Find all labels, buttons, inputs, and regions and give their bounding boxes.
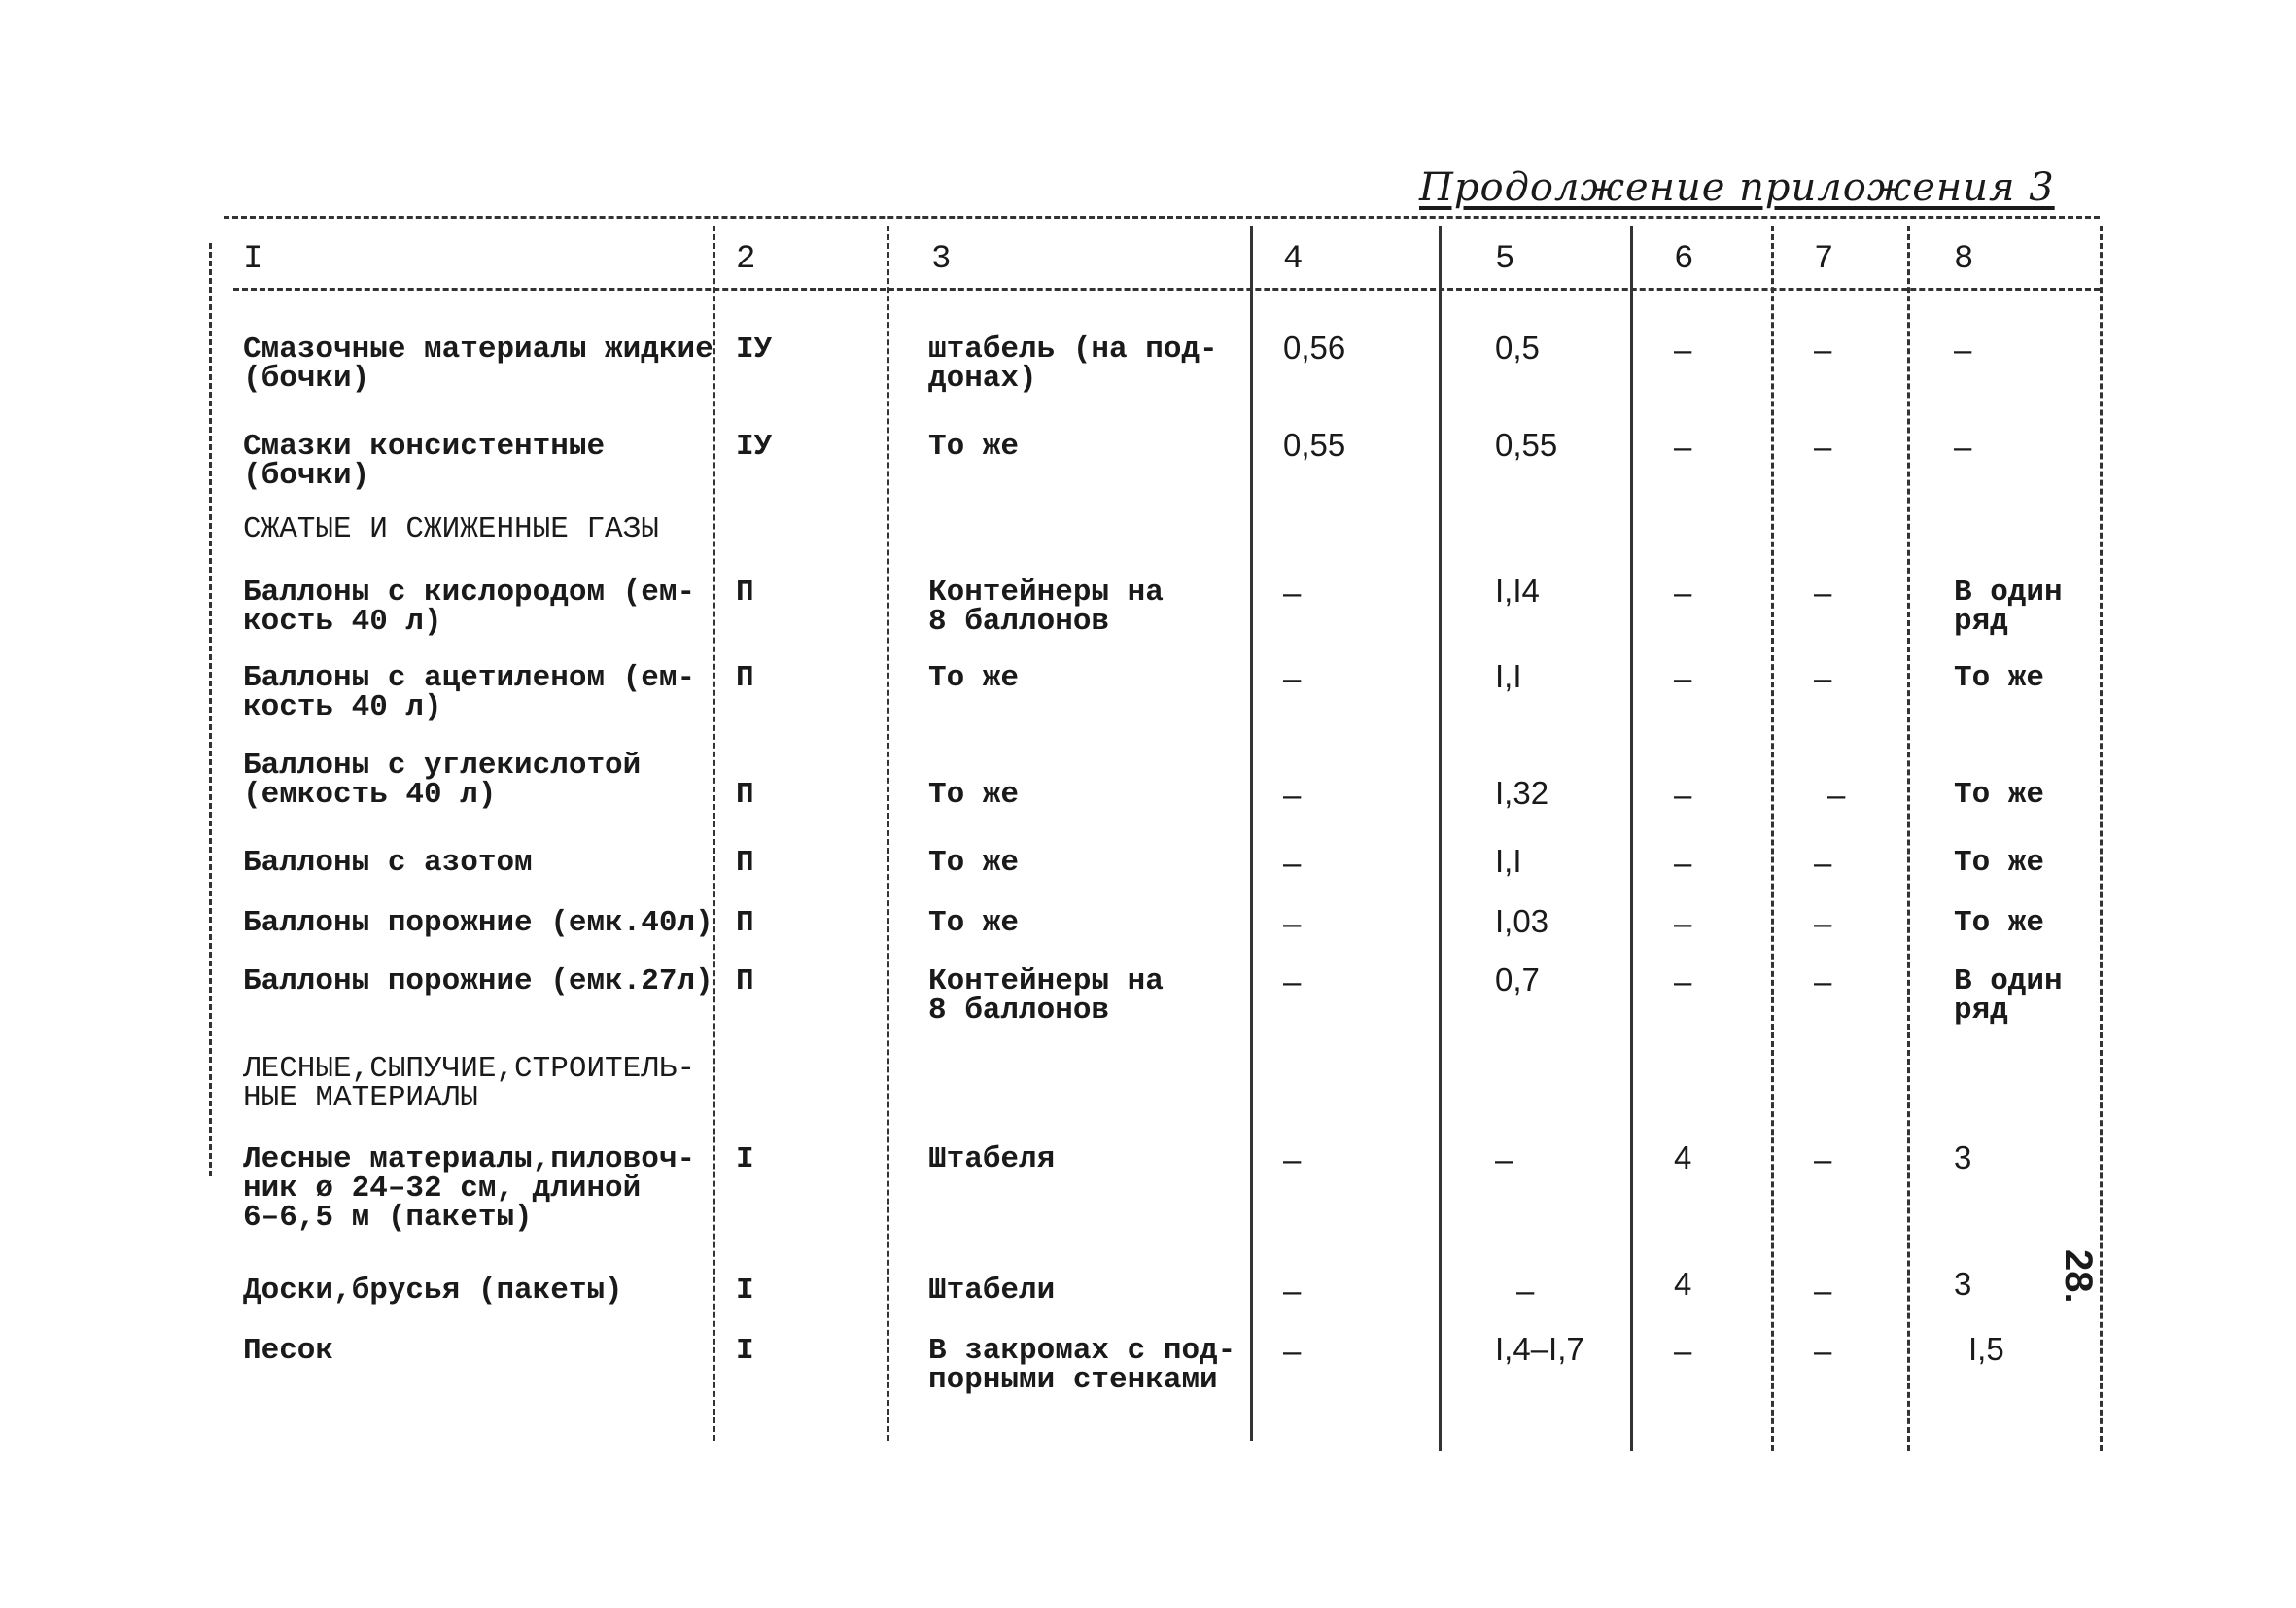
- header-col-5: 5: [1495, 241, 1515, 278]
- table-cell-class: П: [736, 906, 754, 940]
- header-col-8: 8: [1954, 241, 1974, 278]
- column-divider-4: [1250, 226, 1253, 1441]
- table-cell-col4: –: [1283, 1273, 1302, 1309]
- table-cell-col5: I,32: [1495, 775, 1549, 811]
- appendix-caption: Продолжение приложения 3: [1419, 165, 2055, 210]
- header-col-2: 2: [736, 241, 756, 278]
- column-divider-2: [713, 226, 715, 1441]
- column-divider-3: [887, 226, 889, 1441]
- table-cell-col5: I,03: [1495, 903, 1549, 939]
- column-divider-7: [1771, 226, 1774, 1451]
- column-divider-5: [1439, 226, 1442, 1451]
- table-cell-name: Баллоны с ацетиленом (ем- кость 40 л): [243, 661, 696, 724]
- header-col-1: I: [243, 241, 263, 278]
- table-cell-storage: То же: [928, 430, 1020, 464]
- table-cell-col8: То же: [1954, 778, 2045, 812]
- column-divider-6: [1630, 226, 1633, 1451]
- table-cell-storage: То же: [928, 661, 1020, 695]
- page-number: 28.: [2057, 1249, 2100, 1304]
- table-cell-col4: –: [1283, 963, 1302, 999]
- header-col-7: 7: [1814, 241, 1834, 278]
- table-cell-class: П: [736, 661, 754, 695]
- table-cell-col5: 0,7: [1495, 961, 1540, 997]
- table-cell-col8: –: [1954, 429, 1972, 465]
- table-cell-col6: –: [1674, 1333, 1692, 1369]
- table-cell-storage: Штабели: [928, 1274, 1056, 1308]
- table-cell-col4: –: [1283, 1141, 1302, 1177]
- table-cell-col8: То же: [1954, 906, 2045, 940]
- table-cell-class: I: [736, 1142, 754, 1176]
- table-cell-col7: –: [1814, 1273, 1832, 1309]
- category-heading-gases: СЖАТЫЕ И СЖИЖЕННЫЕ ГАЗЫ: [243, 512, 659, 546]
- header-col-4: 4: [1283, 241, 1304, 278]
- table-cell-col6: –: [1674, 575, 1692, 611]
- column-divider-9: [2100, 226, 2103, 1451]
- table-cell-class: П: [736, 576, 754, 610]
- table-cell-name: Лесные материалы,пиловоч- ник ø 24–32 см, длиной 6–6,5 м (пакеты): [243, 1142, 696, 1235]
- table-cell-col4: –: [1283, 575, 1302, 611]
- table-cell-col5: –: [1516, 1273, 1535, 1309]
- table-cell-name: Баллоны с углекислотой (емкость 40 л): [243, 749, 642, 812]
- table-cell-col6: –: [1674, 845, 1692, 881]
- table-cell-name: Баллоны с кислородом (ем- кость 40 л): [243, 576, 696, 639]
- table-cell-name: Доски,брусья (пакеты): [243, 1274, 623, 1308]
- column-divider-1: [209, 243, 212, 1176]
- table-cell-col8: 3: [1954, 1139, 1972, 1175]
- table-cell-storage: То же: [928, 906, 1020, 940]
- table-cell-col5: I,4–I,7: [1495, 1331, 1584, 1367]
- table-cell-col7: –: [1814, 332, 1832, 367]
- table-top-border: [224, 216, 2100, 219]
- table-cell-col5: 0,5: [1495, 330, 1540, 366]
- header-col-6: 6: [1674, 241, 1694, 278]
- table-cell-class: П: [736, 846, 754, 880]
- table-cell-col8: То же: [1954, 661, 2045, 695]
- table-cell-col7: –: [1814, 1141, 1832, 1177]
- category-heading-materials: ЛЕСНЫЕ,СЫПУЧИЕ,СТРОИТЕЛЬ- НЫЕ МАТЕРИАЛЫ: [243, 1052, 696, 1115]
- table-cell-col5: –: [1495, 1141, 1513, 1177]
- table-cell-storage: Штабеля: [928, 1142, 1056, 1176]
- table-cell-storage: То же: [928, 778, 1020, 812]
- table-cell-col6: –: [1674, 660, 1692, 696]
- table-cell-class: IУ: [736, 430, 773, 464]
- table-cell-col8: I,5: [1968, 1331, 2004, 1367]
- table-cell-class: I: [736, 1334, 754, 1368]
- table-cell-class: П: [736, 964, 754, 998]
- table-cell-name: Баллоны с азотом: [243, 846, 533, 880]
- table-cell-col5: 0,55: [1495, 427, 1558, 463]
- table-cell-col7: –: [1814, 660, 1832, 696]
- table-cell-name: Смазки консистентные (бочки): [243, 430, 606, 493]
- table-cell-col5: I,I4: [1495, 573, 1540, 609]
- header-bottom-border: [233, 288, 2100, 291]
- table-cell-col8: В один ряд: [1954, 964, 2063, 1028]
- table-cell-col6: –: [1674, 429, 1692, 465]
- table-cell-class: IУ: [736, 332, 773, 367]
- header-col-3: 3: [931, 241, 952, 278]
- table-cell-col4: –: [1283, 660, 1302, 696]
- table-cell-col7: –: [1814, 905, 1832, 941]
- table-cell-class: I: [736, 1274, 754, 1308]
- table-cell-col6: –: [1674, 905, 1692, 941]
- table-cell-col8: 3: [1954, 1266, 1972, 1302]
- table-cell-storage: То же: [928, 846, 1020, 880]
- table-cell-storage: Контейнеры на 8 баллонов: [928, 964, 1164, 1028]
- table-cell-col7: –: [1814, 963, 1832, 999]
- table-cell-storage: Контейнеры на 8 баллонов: [928, 576, 1164, 639]
- table-cell-col7: –: [1814, 429, 1832, 465]
- table-cell-col8: –: [1954, 332, 1972, 367]
- table-cell-col7: –: [1827, 777, 1846, 813]
- table-cell-storage: В закромах с под- порными стенками: [928, 1334, 1236, 1397]
- table-cell-col4: –: [1283, 777, 1302, 813]
- table-cell-name: Песок: [243, 1334, 334, 1368]
- table-cell-col5: I,I: [1495, 843, 1522, 879]
- table-cell-col7: –: [1814, 575, 1832, 611]
- table-cell-class: П: [736, 778, 754, 812]
- table-cell-name: Баллоны порожние (емк.40л): [243, 906, 713, 940]
- table-cell-col6: –: [1674, 963, 1692, 999]
- table-cell-col4: 0,56: [1283, 330, 1346, 366]
- table-cell-col8: В один ряд: [1954, 576, 2063, 639]
- column-divider-8: [1907, 226, 1910, 1451]
- table-cell-col4: –: [1283, 1333, 1302, 1369]
- table-cell-col4: 0,55: [1283, 427, 1346, 463]
- table-cell-col6: –: [1674, 332, 1692, 367]
- table-cell-col4: –: [1283, 905, 1302, 941]
- table-cell-name: Баллоны порожние (емк.27л): [243, 964, 713, 998]
- table-cell-col8: То же: [1954, 846, 2045, 880]
- table-cell-col7: –: [1814, 845, 1832, 881]
- table-cell-col4: –: [1283, 845, 1302, 881]
- table-cell-col7: –: [1814, 1333, 1832, 1369]
- table-cell-col6: 4: [1674, 1266, 1692, 1302]
- table-cell-name: Смазочные материалы жидкие (бочки): [243, 332, 713, 396]
- table-cell-col6: –: [1674, 777, 1692, 813]
- table-cell-col6: 4: [1674, 1139, 1692, 1175]
- table-cell-col5: I,I: [1495, 658, 1522, 694]
- table-cell-storage: штабель (на под- донах): [928, 332, 1218, 396]
